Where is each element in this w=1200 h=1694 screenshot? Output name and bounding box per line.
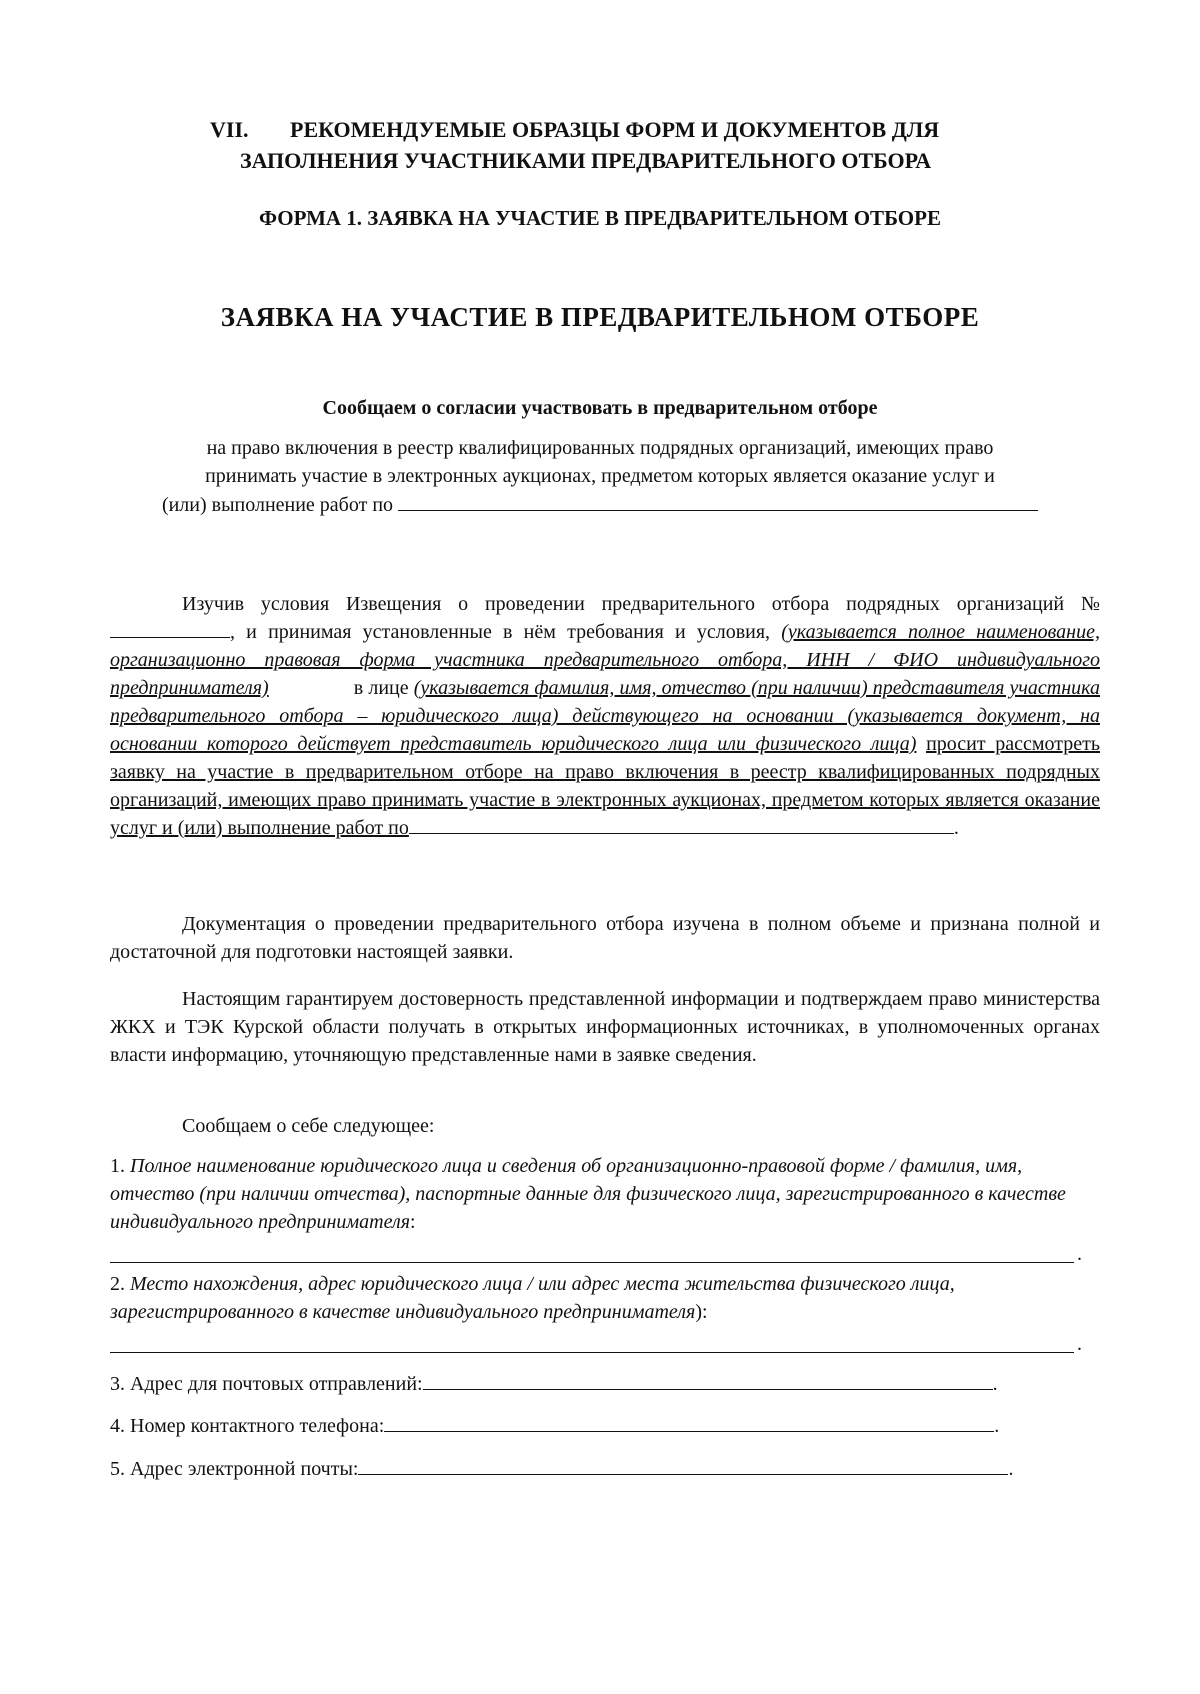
paragraph1-text4: просит рассмотреть заявку на участие в предварительном отборе на право включения в реестр квалифицированных подрядных организаций, имеющих право принимать участие в электронных аукционах, предметом которых является оказание услуг и (или) выполнение работ по [110,733,1100,839]
intro-line1: на право включения в реестр квалифицированных подрядных организаций, имеющих право [206,437,994,459]
intro-line2: принимать участие в электронных аукционах, предметом которых является оказание услуг и [205,465,995,487]
form-item-2 [110,1270,1100,1353]
work-type-blank[interactable] [398,490,1038,511]
email-line[interactable] [358,1454,1008,1475]
section-title-line1: РЕКОМЕНДУЕМЫЕ ОБРАЗЦЫ ФОРМ И ДОКУМЕНТОВ ДЛЯ [290,117,940,142]
item-label: Номер контактного телефона: [130,1415,385,1437]
paragraph3-text: Настоящим гарантируем достоверность представленной информации и подтверждаем право министерства ЖКХ и ТЭК Курской области получать в открытых информационных источниках, в уполномоченных органах власти информацию, уточняющую представленные нами в заявке сведения. [110,988,1100,1066]
item-label-end: ): [695,1301,708,1323]
item-label: Полное наименование юридического лица и сведения об организационно-правовой форме / фамилия, имя, отчество (при наличии отчества), паспортные данные для физического лица, зарегистрированного в качестве индивидуального предпринимателя [110,1155,1066,1233]
documentation-paragraph [110,910,1100,966]
participant-name-hint: (указывается полное наименование, организационно правовая форма участника предварительного отбора, ИНН / ФИО индивидуального предпринимателя) [110,621,1100,699]
section-title-line2: ЗАПОЛНЕНИЯ УЧАСТНИКАМИ ПРЕДВАРИТЕЛЬНОГО ОТБОРА [240,148,932,173]
item-label: Адрес электронной почты: [130,1458,359,1480]
form-item-3: 3. Адрес для почтовых отправлений: . [110,1369,1100,1398]
paragraph1-period: . [953,817,959,839]
paragraph1-text1: Изучив условия Извещения о проведении предварительного отбора подрядных организаций № [182,593,1100,615]
section-title [210,114,1070,176]
paragraph1-text3: в лице [353,677,409,699]
item-2-answer-line[interactable]: . [110,1326,1074,1353]
item-number: 4. [110,1415,125,1437]
work-description-blank[interactable] [409,815,954,834]
paragraph2-text: Документация о проведении предварительного отбора изучена в полном объеме и признана полной и достаточной для подготовки настоящей заявки. [110,913,1100,963]
item-number: 5. [110,1458,125,1480]
item-label: Место нахождения, адрес юридического лица / или адрес места жительства физического лица, зарегистрированного в качестве индивидуального предпринимателя [110,1273,955,1323]
section-number: VII. [210,117,249,142]
notice-number-blank[interactable] [110,619,230,638]
item-number: 1. [110,1155,125,1177]
about-us-paragraph [110,1112,1100,1140]
form-item-5: 5. Адрес электронной почты: . [110,1454,1100,1483]
application-title: ЗАЯВКА НА УЧАСТИЕ В ПРЕДВАРИТЕЛЬНОМ ОТБОРЕ [220,302,980,332]
guarantee-paragraph [110,985,1100,1069]
postal-address-line[interactable] [423,1369,993,1390]
intro-text [110,434,1090,519]
consent-heading: Сообщаем о согласии участвовать в предварительном отборе [322,397,878,419]
form-item-4: 4. Номер контактного телефона: . [110,1411,1100,1440]
paragraph4-text: Сообщаем о себе следующее: [182,1115,435,1137]
item-1-answer-line[interactable]: . [110,1236,1074,1263]
paragraph1-text2: , и принимая установленные в нём требования и условия, [230,621,771,643]
form-item-1 [110,1152,1100,1263]
application-paragraph [110,590,1100,842]
phone-number-line[interactable] [384,1411,994,1432]
form-title: ФОРМА 1. ЗАЯВКА НА УЧАСТИЕ В ПРЕДВАРИТЕЛЬНОМ ОТБОРЕ [259,206,941,230]
item-label: Адрес для почтовых отправлений: [130,1373,423,1395]
intro-line3-text: (или) выполнение работ по [161,494,394,516]
representative-hint: (указывается фамилия, имя, отчество (при наличии) представителя участника предварительного отбора – юридического лица) действующего на основании (указывается документ, на основании которого действует представитель юридического лица или физического лица) [110,677,1100,755]
item-number: 3. [110,1373,125,1395]
intro-line3 [110,490,1090,519]
item-number: 2. [110,1273,125,1295]
item-label-end: : [410,1211,416,1233]
